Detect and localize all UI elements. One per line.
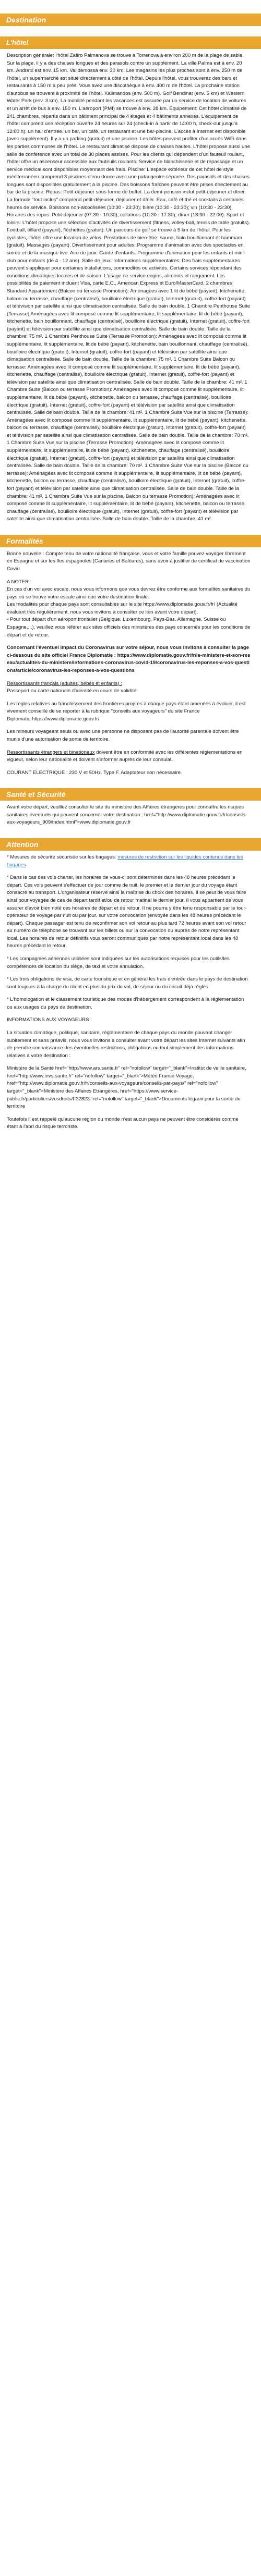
informations-voyageurs-title: INFORMATIONS AUX VOYAGEURS :	[7, 1017, 92, 1023]
ressortissants-francais-text: Passeport ou carte nationale d'identité en cours de validité.	[7, 688, 138, 694]
compagnies-notice: * Les compagnies aériennes utilisées sont indiquées sur les autorisations requises pour les outils/les compétences de location du siège, de taxi et votre annulation.	[7, 955, 230, 970]
ressortissants-etrangers	[7, 749, 251, 764]
formalites-intro: Bonne nouvelle : Compte tenu de votre nationalité française, vous et votre famille pouvez voyager librement en Espagne et sur les îles espagnoles (Canaries et Baléares), sans avoir à justifier de certificat de vaccination Covid.	[7, 550, 251, 572]
hotel-description: Description générale: l'hôtel Zafiro Palmanova se trouve à Torrenova à environ 200 m de la plage de sable. Sur la plage, il y a des chaises longues et des parasols contre un supplément. La ville Palma est à env. 20 km. Andratx est env. 15 km. Valldemossa env. 30 km. Les magasins les plus proches sont à env. 250 m de l'hôtel, un supermarché est situé directement à côté de l'hôtel. Depuis l'hôtel, vous trouverez des bars et restaurants à 150 m à peu près. Vous avez une discothèque à env. 400 m de l'hôtel. La prochaine station d'autobus se trouvent à proximité de l'hôtel. Kalimandos (env. 500 m). Golf Bendinat (env. 5 km) et Western Water Park (env. 3 km). La mobilité pendant les vacances est assurée par un service de location de voitures et un arrêt de bus à env. 150 m. L'aéroport (PMI) se trouve à env. 28 km. Équipement: Cet hôtel climatisé de 241 chambres, répartis dans un bâtiment principal de 4 étages et 4 bâtiments annexes. L'équipement de l'hôtel comprend une réception ouverte 24 heures sur 24 (check-in à partir de 14:00 h, check-out jusqu'à 12:00 h), un hall d'entrée, un bar, un café, un restaurant et une bar-piscine. L'accès à Internet est disponible (avec supplément). Il y a un parking (gratuit) et une piscine. Les hôtes peuvent profiter d'un accès WiFi dans les parties communes de l'hôtel. Le restaurant climatisé dispose de chaises hautes. L'hôtel propose aussi une salle de conférence avec un total de 30 places assises. Pour les clients qui dépendent d'un fauteuil roulant, l'hôtel offre un ascenseur accessible aux fauteuils roulants. Service de blanchisserie et de repassage et un service médical sont disponibles moyennant des frais. Piscine: L'espace extérieur de cet hôtel de style méditerranéen comprend 3 piscines d'eau douce avec une pataugeoire séparée. Des parasols et des chaises longues sont disponibles gratuitement à la piscine. Des boissons fraîches peuvent être prises directement au bar de la piscine. Repas: Petit-déjeuner sous forme de buffet. La demi-pension inclut petit-déjeuner et dîner. La formule "tout inclus" comprend petit-déjeuner, déjeuner et dîner. Eau, café et thé et cocktails à certaines heures de service. Boissons non-alcoolisées (10:30 - 23:30); bière (10:30 - 23:30); vin (10:30 - 23:30). Horaires des repas: Petit-déjeuner (07:30 - 10:30); collations (10:30 - 17:30); dîner (18:30 - 22:00). Sport et loisirs: L'hôtel propose une sélection d'activités de divertissement (fitness, volley-ball, tennis de table gratuits). Football, billard (payant), fléchettes (gratuit). Un parcours de golf se trouve à 5 km de l'hôtel. Pour les cyclistes, l'hôtel offre une location de vélos. Prestations de bien-être: sauna, bain bouillonnant et hammam (gratuit). Massages (payant). Divertissement pour adultes: Programme d'animation avec des spectacles en soirée et de la musique live. Aire de jeux. Garde d'enfants. Programme d'animation pour les enfants et mini-club pour enfants (de 4 - 12 ans). Salle de jeux. Informations supplémentaires: Des frais supplémentaires peuvent s'appliquer pour certaines installations, commodités ou activités. Certains services répondant des conditions climatiques locales et de saison. L'usage de service engins, aliments et rangement. Les possibilités de paiement incluent Visa, carte E.C., American Express et Euro/MasterCard. 2 chambres Standard Appartement (Balcon ou terrasse Promotion): Aménagées avec 1 lit de bébé (payant), kitchenette, balcon ou terrasse, chauffage (centralisé), bouilloire électrique (gratuit), Internet (gratuit), coffre-fort (payant) et télévision par satellite ainsi que climatisation centralisée. Salle de bain double. 1 Chambre Penthouse Suite (Terrasse) Aménagées avec lit composé comme lit supplémentaire, lit supplémentaire, lit de bébé (payant), kitchenette, bain bouillonnant, chauffage (centralisé), bouilloire électrique (gratuit), Internet (gratuit), coffre-fort (payant) et télévision par satellite ainsi que climatisation centralisée. Salle de bain double. Taille de la chambre: 75 m². 1 Chambre Penthouse Suite (Terrasse Promotion): Aménagées avec lit composé comme lit supplémentaire, lit supplémentaire, lit de bébé (payant), kitchenette, bain bouillonnant, chauffage (centralisé), bouilloire électrique (gratuit), Internet (gratuit), coffre-fort (payant) et télévision par satellite ainsi que climatisation centralisée. Salle de bain double. Taille de la chambre: 75 m². 1 Chambre Suite Balcon ou terrasse: Aménagées avec lit composé comme lit supplémentaire, lit supplémentaire, lit de bébé (payant), kitchenette, chauffage (centralisé), bouilloire électrique (gratuit), Internet (gratuit), coffre-fort (payant) et télévision par satellite ainsi que climatisation centralisée. Salle de bain double. Taille de la chambre: 41 m². 1 Chambre Suite (Balcon ou terrasse Promotion): Aménagées avec lit composé comme lit supplémentaire, lit supplémentaire, lit de bébé (payant), kitchenette, balcon ou terrasse, chauffage (centralisé), bouilloire électrique (gratuit), Internet (gratuit), coffre-fort (payant) et télévision par satellite ainsi que climatisation centralisée. Salle de bain double. Taille de la chambre: 41 m². 1 Chambre Suite Vue sur la piscine (Terrasse): Aménagées avec lit composé comme lit supplémentaire, lit supplémentaire, lit de bébé (payant), kitchenette, balcon ou terrasse, chauffage (centralisé), bouilloire électrique (gratuit), Internet (gratuit), coffre-fort (payant) et télévision par satellite ainsi que climatisation centralisée. Salle de bain double. Taille de la chambre: 70 m². 1 Chambre Suite Vue sur la piscine (Terrasse Promotion): Aménagées avec lit composé comme lit supplémentaire, lit supplémentaire, lit de bébé (payant), kitchenette, chauffage (centralisé), bouilloire électrique (gratuit), Internet (gratuit), coffre-fort (payant) et télévision par satellite ainsi que climatisation centralisée. Salle de bain double. Taille de la chambre: 70 m². 1 Chambre Suite Vue sur la piscine (Balcon ou terrasse): Aménagées avec lit composé comme lit supplémentaire, lit supplémentaire, lit de bébé (payant), kitchenette, balcon ou terrasse, chauffage (centralisé), bouilloire électrique (gratuit), Internet (gratuit), coffre-fort (payant) et télévision par satellite ainsi que climatisation centralisée. Salle de bain double. Taille de la chambre: 41 m². 1 Chambre Suite Vue sur la piscine, Balcon ou terrasse Promotion): Aménagées avec lit composé comme lit supplémentaire, lit supplémentaire, lit de bébé (payant), kitchenette, balcon ou terrasse, chauffage (centralisé), bouilloire électrique (gratuit), Internet (gratuit), coffre-fort (payant) et télévision par satellite ainsi que climatisation centralisée. Salle de bain double. Taille de la chambre: 41 m².	[7, 53, 251, 522]
courant-electrique: COURANT ELECTRIQUE : 230 V et 50Hz. Type F. Adaptateur non nécessaire.	[7, 769, 182, 776]
vols-charter-notice: * Dans le cas des vols charter, les horaires de vous-ci sont déterminés dans les 48 heures précédant le départ. Ces vols peuvent s'effectuer de jour comme de nuit, le premier et le dernier jour du voyage étant consacré au transport. L'organisateur réservé ainsi la maîtrise du choix des horaires. Il se peut de vous faire ainsi pour voyagée de ces de départ tardif et/ou de retour matinal le dernier jour. Il vous appartient de vous assurer d'avoir bien noté ces horaires de départ et de retour. Il ne pourra y être tenu responsable par le tour-opérateur de voyage par nuit ou par jour, sur votre convocation (envoyée dans les 48 heures précédant le départ). Chaque passager est tenu de reconfirmer son vol retour au plus tard 72 heures avant son vol retour au numéro de téléphone se trouvant sur les billets ou sur la convocation ou auprès de notre représentant local. Les horaires de retour définitifs vous seront communiqués par notre représentant local dans les 48 heures précédant le retour.	[7, 875, 247, 949]
terrorisme-notice: Toutefois il est rappelé qu'aucune région du monde n'est aucun pays ne peuvent être considérés comme étant à l'abri du risque terroriste.	[7, 1116, 239, 1130]
sante-text: Avant votre départ, veuillez consulter le site du ministère des Affaires étrangères pour connaître les risques sanitaires éventuels qui peuvent concerner votre destination : href="http://www.diplomatie.gouv.fr/fr/conseils-aux-voyageurs_909/index.html">www.diplomatie.gouv.fr	[7, 804, 247, 826]
ressortissants-etrangers-text: doivent être en conformité avec les différentes réglementations en vigueur, selon leur nationalité et doivent s'informer auprès de leur consulat.	[7, 749, 243, 763]
coronavirus-notice: Concernant l'éventuel impact du Coronavirus sur votre séjour, nous vous invitons à consulter la page ci-dessous du site officiel France Diplomatie : https://www.diplomatie.gouv.fr/fr/le-ministere-et-son-reseau/actualites-du-ministere/informations-coronavirus-covid-19/coronavirus-les-reponses-a-vos-questions/article/coronavirus-les-reponses-a-vos-questions	[7, 645, 251, 673]
attention-section	[0, 851, 261, 1131]
bagages-notice	[7, 854, 251, 869]
homologation-notice: * L'homologation et le classement touristique des modes d'hébergement correspondent à la réglementation ou aux usages du pays de destination.	[7, 997, 244, 1010]
ressortissants-francais-title: Ressortissants français (adultes, bébés et enfants) :	[7, 680, 122, 686]
bagages-notice-text: * Mesures de sécurité sécurisée sur les bagages:	[7, 854, 118, 861]
ressortissants-etrangers-title: Ressortissants étrangers et binationaux	[7, 749, 95, 755]
informations-voyageurs-text: La situation climatique, politique, sanitaire, réglementaire de chaque pays du monde pouvant changer subitement et sans préavis, nous vous invitons à consulter avant votre départ les sites Internet suivants afin de prendre connaissance des éventuelles restrictions, obligations ou tout simplement des informations relatives à votre destination :	[7, 1030, 245, 1059]
frontieres-rules: Les règles relatives au franchissement des frontières propres à chaque pays étant amenées à évoluer, il est vivement conseillé de se reporter à la rubrique "conseils aux voyageurs" du site France Diplomatie:https://www.diplomatie.gouv.fr/	[7, 701, 246, 722]
useful-links: Ministère de la Santé href="http://www.ars.sante.fr" rel="nofollow" target="_blank">Institut de veille sanitaire, href="http://www.invs.sante.fr" rel="nofollow" target="_blank">Météo France Voyage, href="http://www.diplomatie.gouv.fr/fr/conseils-aux-voyageurs/conseils-par-pays/" rel="nofollow" target="_blank">Ministère des Affaires Etrangères, href="https://www.service-public.fr/particuliers/vosdroits/F32823" rel="nofollow" target="_blank">Documents légaux pour la sortie du territoire	[7, 1065, 246, 1110]
formalites-note: A NOTER : En cas d'un vol avec escale, nous vous informons que vous devrez être conforme aux formalités sanitaires du pays où se trouve votre escale ainsi que votre destination finale. Les modalités pour chaque pays sont consultables sur le site https://www.diplomatie.gouv.fr/fr/ (Actualité évaluant très régulièrement, nous vous invitons à consulter ce lien avant votre départ). - Pour tout départ d'un aéroport frontalier (Belgique, Luxembourg, Pays-Bas, Allemagne, Suisse ou Espagne,...), veuillez vous référer aux sites officiels des ministères des pays concernés pour les conditions de départ et de retour.	[7, 579, 251, 638]
sante-section	[0, 801, 261, 827]
formalites-section	[0, 547, 261, 777]
hotel-section	[0, 49, 261, 523]
formalites-header: Formalités	[0, 535, 261, 547]
sante-header: Santé et Sécurité	[0, 788, 261, 801]
mineurs-rules: Les mineurs voyageant seuls ou avec une personne ne disposant pas de l'autorité parentale doivent être munis d'une autorisation de sortie de territoire.	[7, 729, 239, 742]
visa-notice: * Les trois obligations de visa, de carte touristique et en général les frais d'entrée dans le pays de destination sont toujours à la charge du client en plus du prix du vol, de séjour ou du circuit déjà réglés.	[7, 976, 248, 990]
attention-header: Attention	[0, 838, 261, 851]
ressortissants-francais	[7, 680, 251, 695]
liquides-restriction-link[interactable]: mesures de restriction sur les liquides contenus dans les bagages	[7, 854, 243, 868]
hotel-header: L'hôtel	[0, 36, 261, 49]
destination-header: Destination	[0, 14, 261, 26]
